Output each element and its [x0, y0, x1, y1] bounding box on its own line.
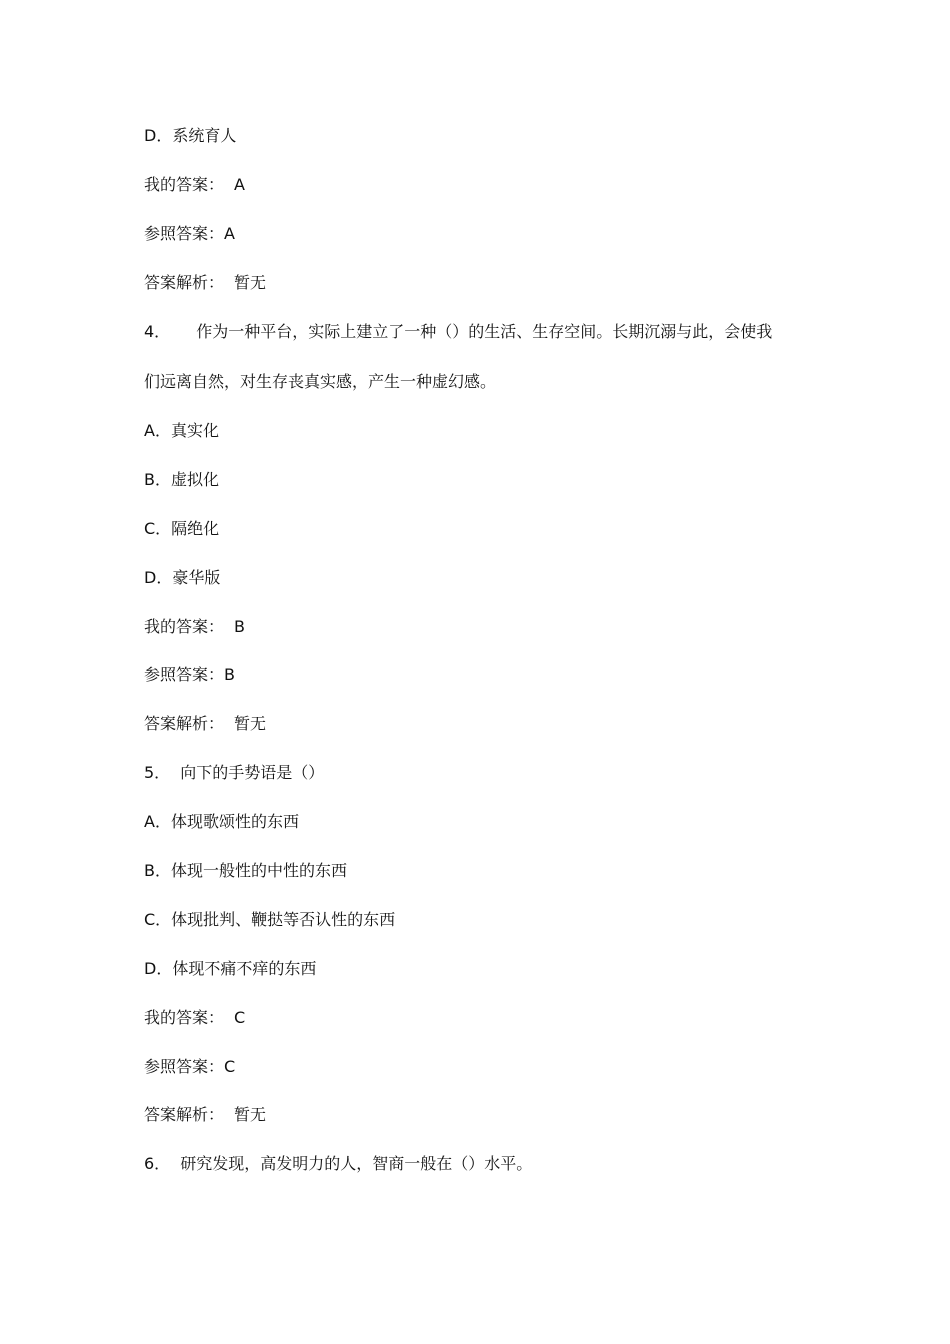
document-page	[144, 124, 824, 1201]
q4-analysis	[144, 712, 824, 736]
q4-option-b: B．虚拟化	[144, 469, 219, 489]
analysis-label: 答案解析：	[144, 714, 225, 734]
q5-option-c: C．体现批判、鞭挞等否认性的东西	[144, 909, 396, 929]
question-stem: 研究发现，高发明力的人，智商一般在（）水平。	[180, 1154, 533, 1174]
question-number: 4．	[144, 321, 171, 341]
q5-option-b: B．体现一般性的中性的东西	[144, 860, 347, 880]
q4-option-c: C．隔绝化	[144, 518, 220, 538]
analysis-label: 答案解析：	[144, 1105, 225, 1125]
analysis-value: 暂无	[234, 272, 267, 292]
q3-reference-answer: 参照答案：A	[144, 223, 235, 243]
q3-option-d: D．系统育人	[144, 126, 237, 145]
q6-stem	[144, 1152, 824, 1176]
question-stem: 作为一种平台，实际上建立了一种（）的生活、生存空间。长期沉溺与此，会使我	[196, 321, 773, 341]
q5-stem	[144, 761, 824, 785]
q4-my-answer	[144, 615, 824, 639]
q5-my-answer	[144, 1006, 824, 1030]
q5-option-d: D．体现不痛不痒的东西	[144, 958, 317, 978]
q5-analysis	[144, 1103, 824, 1127]
q4-stem-line1	[144, 320, 824, 344]
q3-my-answer	[144, 173, 824, 197]
q4-stem-line2: 们远离自然，对生存丧真实感，产生一种虚幻感。	[144, 372, 497, 392]
my-answer-label: 我的答案：	[144, 1007, 225, 1027]
analysis-value: 暂无	[234, 1105, 267, 1125]
question-stem: 向下的手势语是（）	[180, 763, 325, 783]
question-number: 5．	[144, 763, 171, 783]
analysis-label: 答案解析：	[144, 272, 225, 292]
q5-option-a: A．体现歌颂性的东西	[144, 812, 299, 832]
q4-option-a: A．真实化	[144, 420, 219, 440]
q5-reference-answer: 参照答案：C	[144, 1056, 236, 1076]
q4-option-d: D．豪华版	[144, 567, 221, 587]
my-answer-value: A	[234, 174, 245, 194]
my-answer-label: 我的答案：	[144, 174, 225, 194]
question-number: 6．	[144, 1154, 171, 1174]
my-answer-label: 我的答案：	[144, 616, 225, 636]
my-answer-value: B	[234, 616, 245, 636]
q3-analysis	[144, 271, 824, 295]
analysis-value: 暂无	[234, 714, 267, 734]
q4-reference-answer: 参照答案：B	[144, 665, 235, 685]
my-answer-value: C	[234, 1007, 246, 1027]
